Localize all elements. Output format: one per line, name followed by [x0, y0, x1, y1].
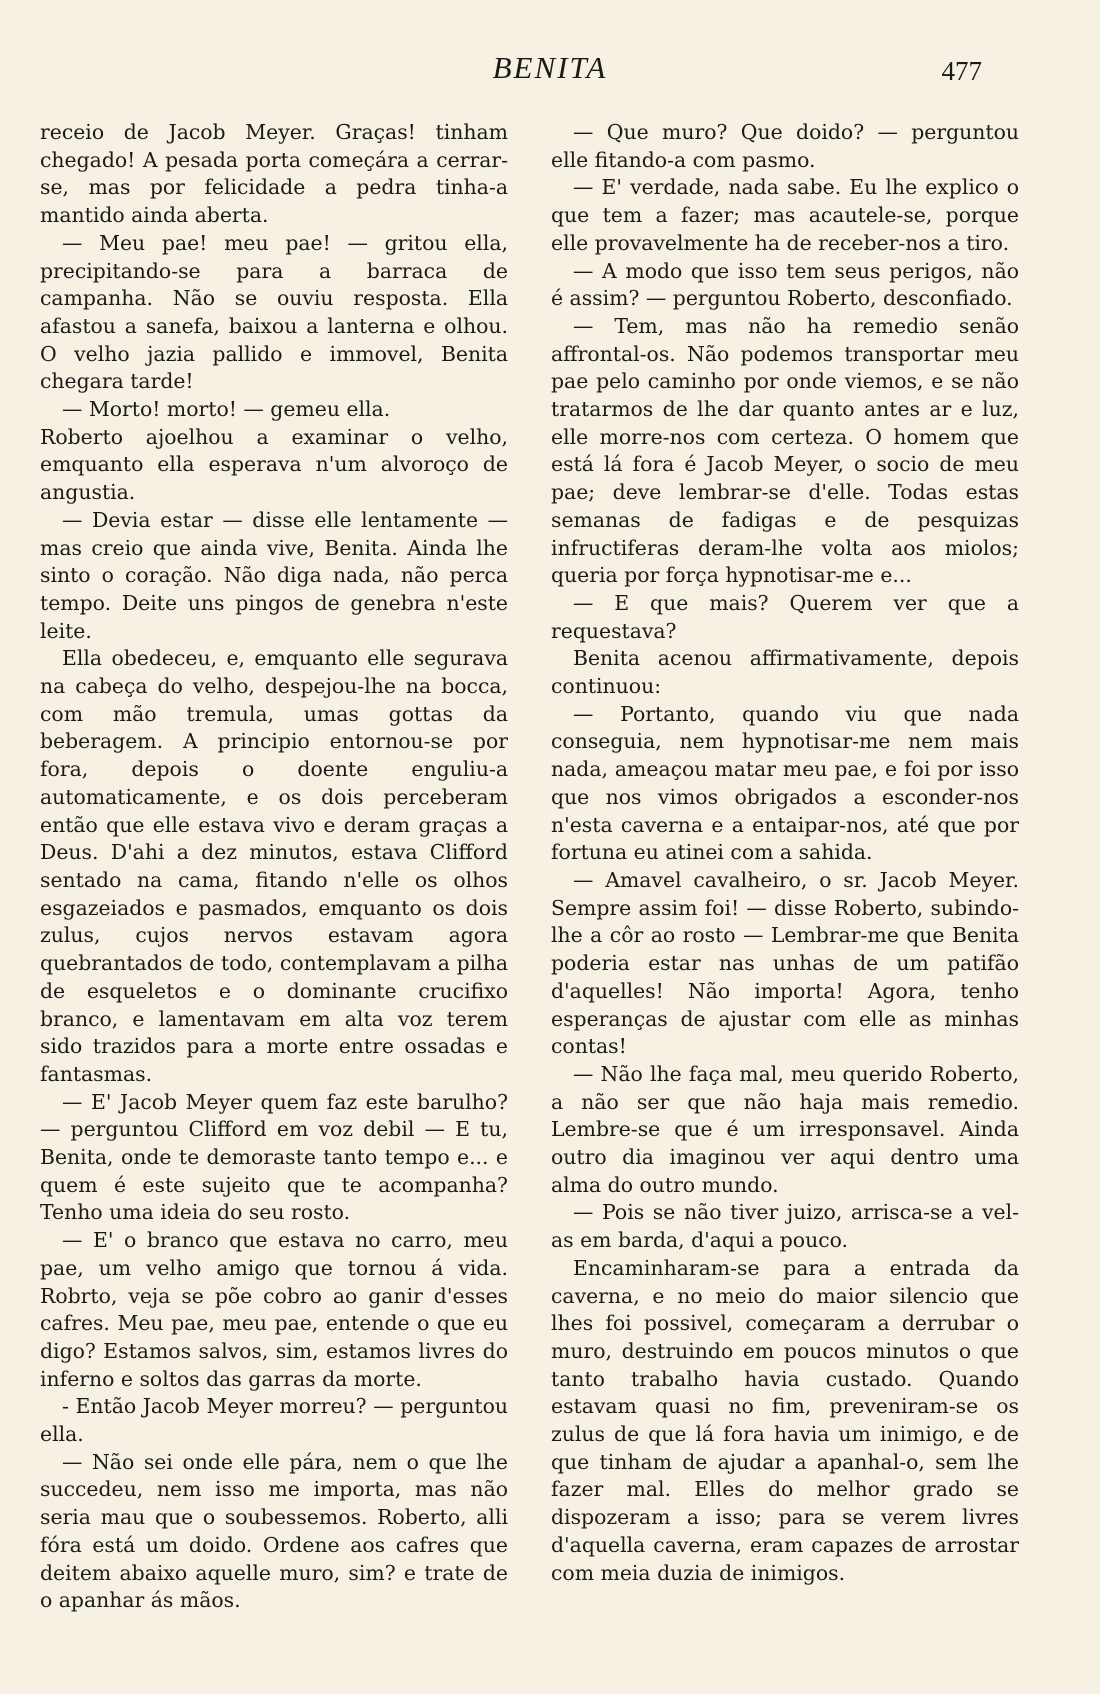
running-title: BENITA	[492, 50, 608, 85]
paragraph: — Não sei onde elle pára, nem o que lhe succedeu, nem isso me importa, mas não seria mau que o soubessemos. Roberto, alli fóra está um doido. Ordene aos cafres que deitem abaixo aquelle muro, sim? e trate de o apanhar ás mãos.	[40, 1449, 508, 1613]
paragraph: — Morto! morto! — gemeu ella.	[62, 397, 391, 422]
page-number: 477	[941, 56, 982, 86]
paragraph: receio de Jacob Meyer. Graças! tinham chegado! A pesada porta começára a cerrar-se, mas por felicidade a pedra tinha-a mantido ainda aberta.	[40, 120, 508, 228]
paragraph: — E' verdade, nada sabe. Eu lhe explico o que tem a fazer; mas acautele-se, porque elle provavelmente ha de receber-nos a tiro.	[551, 175, 1019, 255]
paragraph: Ella obedeceu, e, emquanto elle segurava na cabeça do velho, despejou-lhe na bocca, com mão tremula, umas gottas da beberagem. A principio entornou-se por fora, depois o doente enguliu-a automaticamente, e os dois perceberam então que elle estava vivo e deram graças a Deus. D'ahi a dez minutos, estava Clifford sentado na cama, fitando n'elle os olhos esgazeiados e pasmados, emquanto os dois zulus, cujos nervos estavam agora quebrantados de todo, contemplavam a pilha de esqueletos e o dominante crucifixo branco, e lamentavam em alta voz terem sido trazidos para a morte entre ossadas e fantasmas.	[40, 646, 508, 1086]
paragraph: Roberto ajoelhou a examinar o velho, emquanto ella esperava n'um alvoroço de angustia.	[40, 424, 508, 505]
paragraph: — E' o branco que estava no carro, meu pae, um velho amigo que tornou á vida. Robrto, veja se põe cobro ao ganir d'esses cafres. Meu pae, meu pae, entende o que eu digo? Estamos salvos, sim, estamos livres do inferno e soltos das garras da morte.	[40, 1228, 508, 1391]
paragraph: — E que mais? Querem ver que a requestava?	[551, 590, 1019, 643]
paragraph: — Tem, mas não ha remedio senão affrontal-os. Não podemos transportar meu pae pelo caminho por onde viemos, e se não tratarmos de lhe dar quanto antes ar e luz, elle morre-nos com certeza. O homem que está lá fora é Jacob Meyer, o socio de meu pae; deve lembrar-se d'elle. Todas estas semanas de fadigas e de pesquizas infructiferas deram-lhe volta aos miolos; queria por força hypnotisar-me e...	[551, 313, 1019, 588]
paragraph: Benita acenou affirmativamente, depois continuou:	[551, 646, 1019, 699]
paragraph: — Devia estar — disse elle lentamente — mas creio que ainda vive, Benita. Ainda lhe sinto o coração. Não diga nada, não perca tempo. Deite uns pingos de genebra n'este leite.	[40, 507, 508, 643]
paragraph: — Que muro? Que doido? — perguntou elle fitando-a com pasmo.	[551, 120, 1019, 172]
paragraph: — Meu pae! meu pae! — gritou ella, precipitando-se para a barraca de campanha. Não se ouviu resposta. Ella afastou a sanefa, baixou a lanterna e olhou. O velho jazia pallido e immovel, Benita chegara tarde!	[40, 230, 508, 394]
paragraph: - Então Jacob Meyer morreu? — perguntou ella.	[40, 1394, 508, 1447]
paragraph: — Portanto, quando viu que nada conseguia, nem hypnotisar-me nem mais nada, ameaçou matar meu pae, e foi por isso que nos vimos obrigados a esconder-nos n'esta caverna e a entaipar-nos, até que por fortuna eu atinei com a sahida.	[551, 701, 1019, 865]
paragraph: — A modo que isso tem seus perigos, não é assim? — perguntou Roberto, desconfiado.	[551, 258, 1019, 311]
paragraph: Encaminharam-se para a entrada da caverna, e no meio do maior silencio que lhes foi possivel, começaram a derrubar o muro, destruindo em poucos minutos o que tanto trabalho havia custado. Quando estavam quasi no fim, preveniram-se os zulus de que lá fora havia um inimigo, e de que tinham de ajudar a apanhal-o, sem lhe fazer mal. Elles do melhor grado se dispozeram a isso; para se verem livres d'aquella caverna, eram capazes de arrostar com meia duzia de inimigos.	[551, 1255, 1019, 1585]
paragraph: — E' Jacob Meyer quem faz este barulho? — perguntou Clifford em voz debil — E tu, Benita, onde te demoraste tanto tempo e... e quem é este sujeito que te acompanha? Tenho uma ideia do seu rosto.	[40, 1089, 508, 1225]
paragraph: — Pois se não tiver juizo, arrisca-se a vel-as em barda, d'aqui a pouco.	[551, 1200, 1019, 1253]
paragraph: — Não lhe faça mal, meu querido Roberto, a não ser que não haja mais remedio. Lembre-se que é um irresponsavel. Ainda outro dia imaginou ver aqui dentro uma alma do outro mundo.	[551, 1061, 1019, 1197]
paragraph: — Amavel cavalheiro, o sr. Jacob Meyer. Sempre assim foi! — disse Roberto, subindo-lhe a côr ao rosto — Lembrar-me que Benita poderia estar nas unhas de um patifão d'aquelles! Não importa! Agora, tenho esperanças de ajustar com elle as minhas contas!	[551, 867, 1019, 1059]
right-text-column	[551, 119, 1019, 1587]
left-text-column	[40, 119, 508, 1615]
